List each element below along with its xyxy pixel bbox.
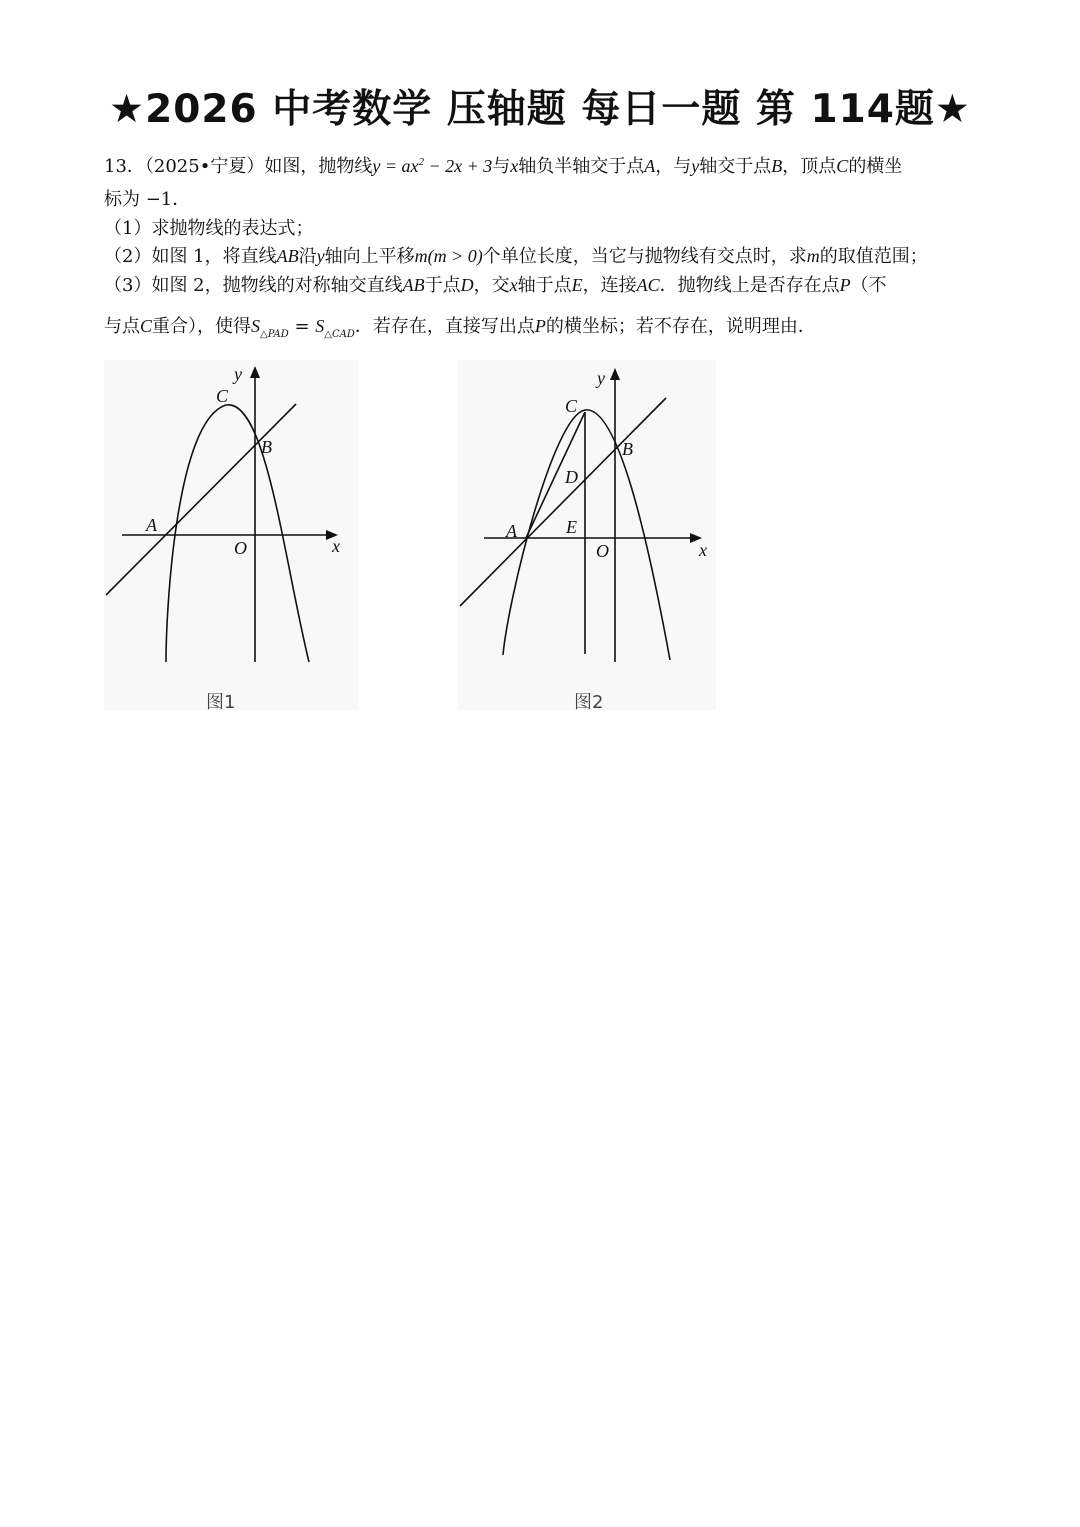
area-s1: S	[251, 316, 261, 336]
problem-number: 13．	[104, 156, 145, 177]
equals: =	[288, 316, 316, 337]
point-c: C	[836, 156, 849, 176]
segment-ac: AC	[636, 275, 660, 295]
q2-text: 的取值范围；	[819, 246, 928, 267]
label-x: x	[332, 536, 340, 556]
equation	[372, 156, 492, 176]
eq-square: 2	[418, 156, 424, 168]
q2-text: 轴向上平移	[324, 246, 415, 267]
label-y: y	[597, 368, 605, 388]
problem-text: 如图，抛物线	[264, 156, 373, 177]
label-e: E	[566, 517, 577, 537]
problem-line-2: 标为 −1．	[104, 189, 191, 210]
q3-text: 重合），使得	[152, 316, 252, 337]
q3-text: 于点	[424, 275, 461, 296]
label-c: C	[216, 386, 229, 406]
var-y: y	[316, 246, 325, 266]
label-c: C	[565, 396, 578, 416]
q3-text: ．若存在，直接写出点	[354, 316, 535, 337]
area-s2: S	[315, 316, 325, 336]
parabola	[166, 405, 309, 662]
y-axis-arrow	[250, 366, 260, 378]
q3-text: 轴于点	[517, 275, 572, 296]
problem-text: ，顶点	[782, 156, 837, 177]
eq-rest: − 2x + 3	[424, 156, 493, 176]
label-b: B	[622, 439, 633, 459]
label-a: A	[146, 515, 157, 535]
problem-line-1	[104, 150, 902, 179]
area-sub-cad: △CAD	[324, 329, 355, 340]
point-a: A	[644, 156, 656, 176]
q3-text: （不	[850, 275, 887, 296]
label-o: O	[596, 541, 609, 561]
label-y: y	[234, 364, 242, 384]
figure-2-caption: 图2	[574, 692, 604, 713]
var-m-condition: m(m > 0)	[414, 246, 483, 266]
point-b: B	[771, 156, 783, 176]
question-3-cont	[104, 314, 816, 347]
eq-ax: ax	[401, 156, 419, 176]
area-sub-pad: △PAD	[260, 329, 289, 340]
figure-2-graph	[458, 360, 716, 710]
figure-1	[104, 360, 358, 713]
figure-2	[458, 360, 716, 713]
var-m: m	[806, 246, 820, 266]
problem-text: ，与	[655, 156, 692, 177]
label-o: O	[234, 538, 247, 558]
q3-text: ，连接	[582, 275, 637, 296]
problem-text: 与	[492, 156, 511, 177]
eq-equals: =	[380, 156, 402, 176]
line-ab: AB	[276, 246, 299, 266]
q2-text: （2）如图 1，将直线	[104, 246, 277, 267]
point-c: C	[140, 316, 153, 336]
problem-text: 轴负半轴交于点	[518, 156, 645, 177]
q3-text: ，交	[473, 275, 510, 296]
problem-text: 轴交于点	[699, 156, 772, 177]
figure-1-caption: 图1	[206, 692, 236, 713]
label-x: x	[699, 540, 707, 560]
q3-text: 与点	[104, 316, 140, 337]
q3-text: ．抛物线上是否存在点	[659, 275, 840, 296]
y-axis-arrow	[610, 368, 620, 380]
page-title: ★2026 中考数学 压轴题 每日一题 第 114题★	[109, 87, 971, 132]
eq-y: y	[372, 156, 381, 176]
question-3	[104, 273, 887, 298]
point-p: P	[534, 316, 546, 336]
line-ab: AB	[402, 275, 425, 295]
var-x: x	[509, 275, 518, 295]
question-1: （1）求抛物线的表达式；	[104, 218, 314, 239]
label-d: D	[565, 467, 578, 487]
label-b: B	[261, 437, 272, 457]
problem-text: 的横坐	[848, 156, 903, 177]
q3-text: 的横坐标；若不存在，说明理由．	[545, 316, 816, 337]
problem-source: （2025•宁夏）	[144, 156, 265, 177]
var-y: y	[691, 156, 700, 176]
figure-1-graph	[104, 360, 358, 710]
q2-text: 沿	[298, 246, 317, 267]
point-e: E	[571, 275, 583, 295]
q3-text: （3）如图 2，抛物线的对称轴交直线	[104, 275, 403, 296]
q2-text: 个单位长度，当它与抛物线有交点时，求	[482, 246, 807, 267]
var-x: x	[510, 156, 519, 176]
point-p: P	[839, 275, 851, 295]
label-a: A	[506, 521, 517, 541]
question-2	[104, 244, 928, 269]
point-d: D	[460, 275, 474, 295]
